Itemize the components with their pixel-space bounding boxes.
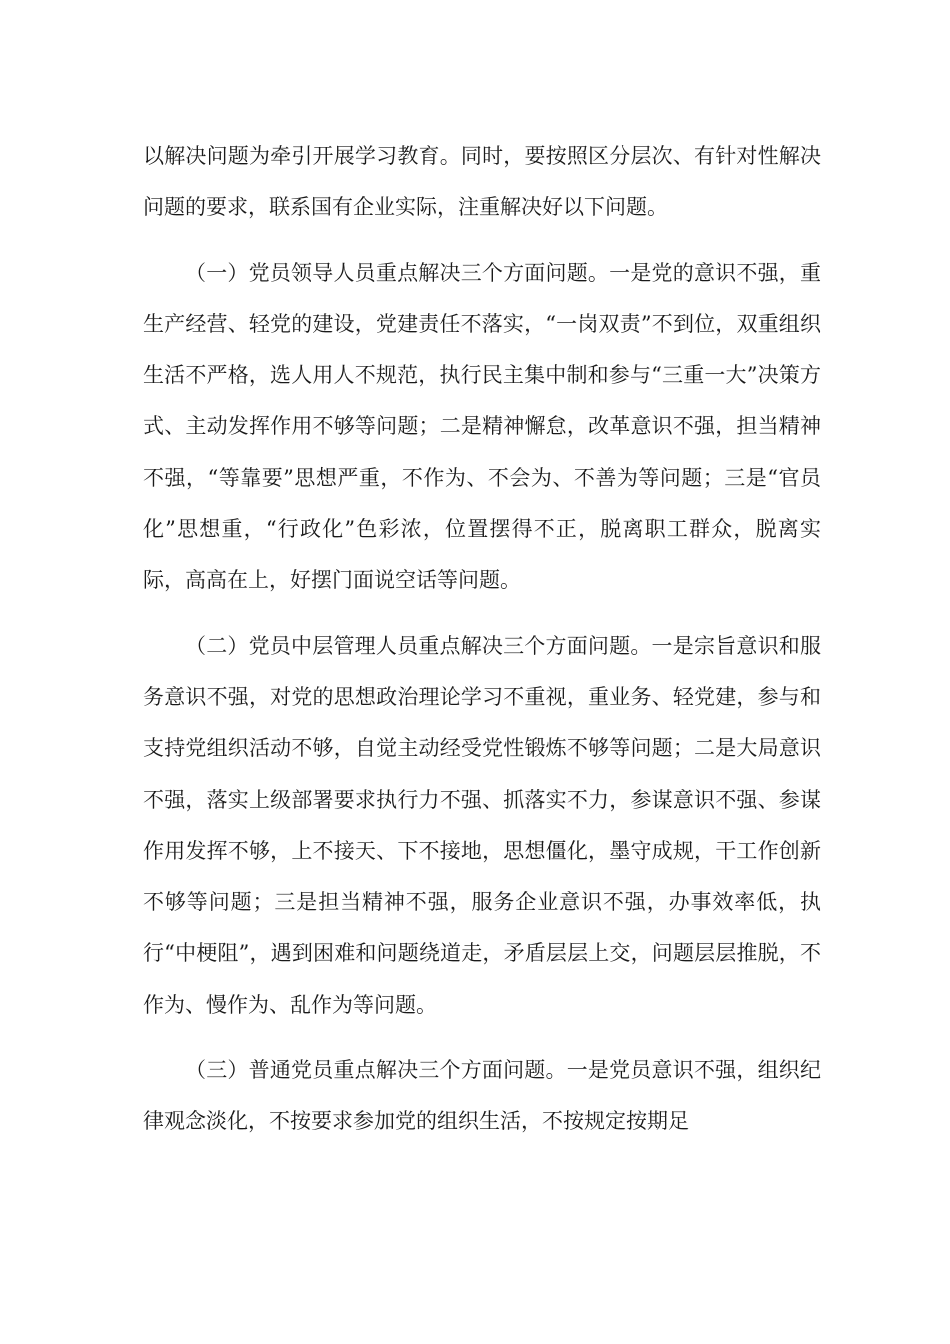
paragraph-ordinary-members: （三）普通党员重点解决三个方面问题。一是党员意识不强，组织纪律观念淡化，不按要求参加党的组织生活，不按规定按期足: [143, 1058, 821, 1134]
paragraph-party-leaders: （一）党员领导人员重点解决三个方面问题。一是党的意识不强，重生产经营、轻党的建设，党建责任不落实，“一岗双责”不到位，双重组织生活不严格，选人用人不规范，执行民主集中制和参与“三重一大”决策方式、主动发挥作用不够等问题；二是精神懈怠，改革意识不强，担当精神不强，“等靠要”思想严重，不作为、不会为、不善为等问题；三是“官员化”思想重，“行政化”色彩浓，位置摆得不正，脱离职工群众，脱离实际，高高在上，好摆门面说空话等问题。: [143, 260, 821, 593]
document-body: [143, 131, 821, 1162]
paragraph-continuation: 以解决问题为牵引开展学习教育。同时，要按照区分层次、有针对性解决问题的要求，联系国有企业实际，注重解决好以下问题。: [143, 144, 821, 220]
paragraph-middle-managers: （二）党员中层管理人员重点解决三个方面问题。一是宗旨意识和服务意识不强，对党的思想政治理论学习不重视，重业务、轻党建，参与和支持党组织活动不够，自觉主动经受党性锻炼不够等问题；二是大局意识不强，落实上级部署要求执行力不强、抓落实不力，参谋意识不强、参谋作用发挥不够，上不接天、下不接地，思想僵化，墨守成规，干工作创新不够等问题；三是担当精神不强，服务企业意识不强，办事效率低，执行“中梗阻”，遇到困难和问题绕道走，矛盾层层上交，问题层层推脱，不作为、慢作为、乱作为等问题。: [143, 633, 821, 1017]
